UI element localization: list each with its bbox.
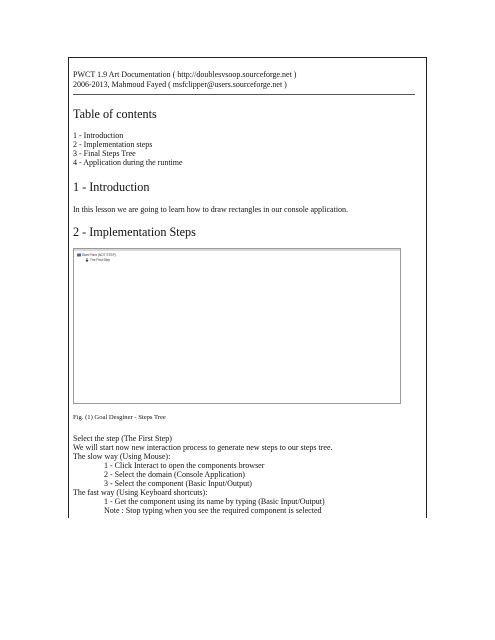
figure-caption: Fig. (1) Goal Desginer - Steps Tree xyxy=(73,414,166,421)
fast-way-step-1: 1 - Get the component using its name by typing (Basic Input/Output) xyxy=(104,497,325,506)
implementation-heading: 2 - Implementation Steps xyxy=(73,225,196,239)
intro-paragraph: In this lesson we are going to learn how to draw rectangles in our console application. xyxy=(73,205,349,214)
tree-item-root-label: Start Point (NOT STEP) xyxy=(82,253,116,257)
step-select-first-step: Select the step (The First Step) xyxy=(73,434,172,443)
fast-way-note: Note : Stop typing when you see the required component is selected xyxy=(104,506,322,515)
tree-item-first-step-label: The First Step xyxy=(90,258,111,262)
toc-item-introduction[interactable]: 1 - Introduction xyxy=(73,131,124,140)
step-interaction-intro: We will start now new interaction process to generate new steps to our steps tree. xyxy=(73,443,333,452)
screenshot-top-border xyxy=(74,249,400,251)
intro-heading: 1 - Introduction xyxy=(73,180,150,194)
header-line-1: PWCT 1.9 Art Documentation ( http://doublesvsoop.sourceforge.net ) xyxy=(73,70,297,79)
fast-way-heading: The fast way (Using Keyboard shortcuts): xyxy=(73,488,208,497)
toc-item-application-runtime[interactable]: 4 - Application during the runtime xyxy=(73,158,183,167)
folder-icon xyxy=(77,253,81,257)
toc-item-final-steps-tree[interactable]: 3 - Final Steps Tree xyxy=(73,149,136,158)
arrow-down-icon xyxy=(85,258,89,262)
header-divider xyxy=(73,94,415,95)
slow-way-step-1: 1 - Click Interact to open the components browser xyxy=(104,461,265,470)
steps-tree-screenshot xyxy=(73,248,401,404)
tree-item-first-step xyxy=(85,258,110,262)
slow-way-step-3: 3 - Select the component (Basic Input/Output) xyxy=(104,479,252,488)
toc-item-implementation-steps[interactable]: 2 - Implementation steps xyxy=(73,140,153,149)
tree-item-root xyxy=(77,253,116,257)
slow-way-step-2: 2 - Select the domain (Console Application) xyxy=(104,470,245,479)
toc-heading: Table of contents xyxy=(73,107,157,121)
header-line-2: 2006-2013, Mahmoud Fayed ( msfclipper@users.sourceforge.net ) xyxy=(73,80,287,89)
slow-way-heading: The slow way (Using Mouse): xyxy=(73,452,171,461)
